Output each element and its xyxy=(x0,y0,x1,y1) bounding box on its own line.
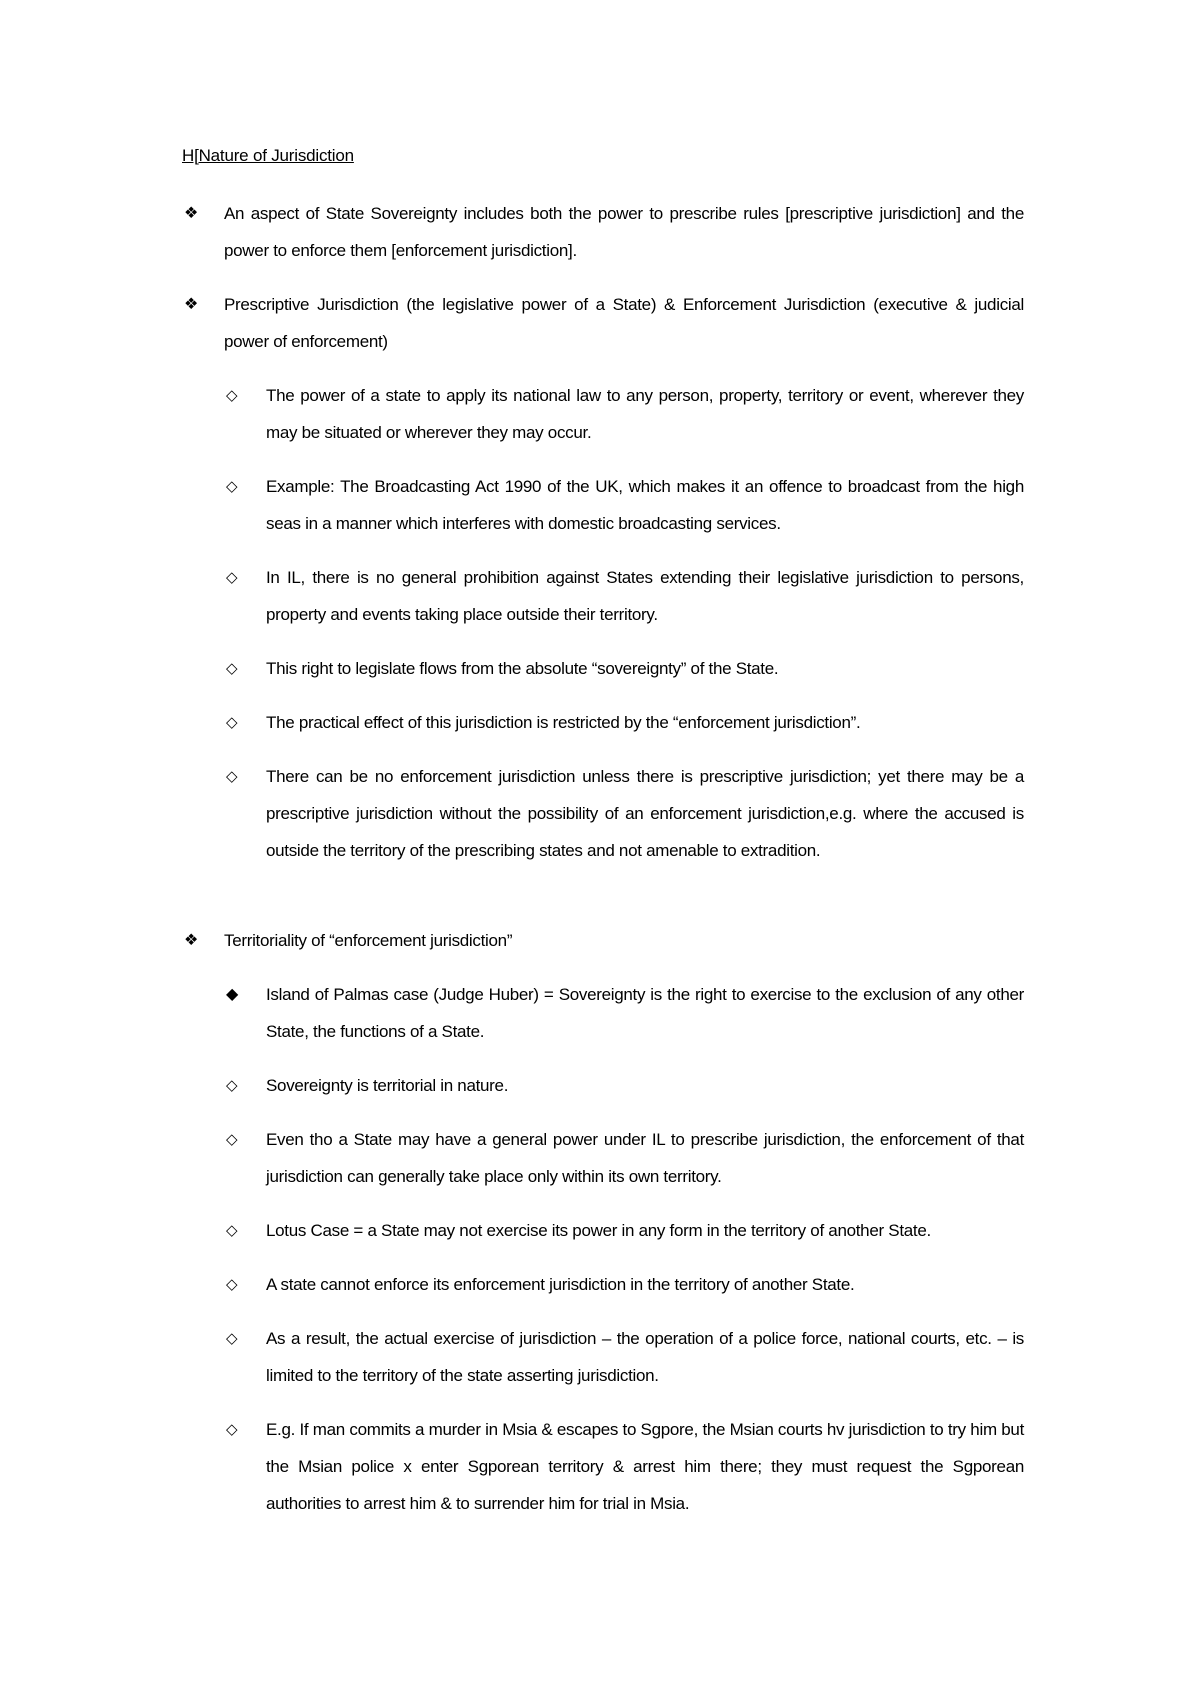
level2-bullet-icon: ◇ xyxy=(226,768,238,785)
list-item-level2: Even tho a State may have a general power under IL to prescribe jurisdiction, the enforcement of that jurisdiction can generally take place only within its own territory. xyxy=(266,1130,1024,1186)
level2-bullet-icon: ◇ xyxy=(226,569,238,586)
list-item-level2: Example: The Broadcasting Act 1990 of the UK, which makes it an offence to broadcast from the high seas in a manner which interferes with domestic broadcasting services. xyxy=(266,477,1024,533)
level2-solid-bullet-icon: ◆ xyxy=(226,986,239,1003)
list-item-level2: Sovereignty is territorial in nature. xyxy=(266,1076,509,1095)
list-item-level2: The power of a state to apply its national law to any person, property, territory or event, wherever they may be situated or wherever they may occur. xyxy=(266,386,1024,442)
level2-bullet-icon: ◇ xyxy=(226,1421,238,1438)
level1-bullet-icon: ❖ xyxy=(184,932,199,949)
list-item-level1: Territoriality of “enforcement jurisdiction” xyxy=(224,931,513,950)
list-item-level2: In IL, there is no general prohibition against States extending their legislative jurisdiction to persons, property and events taking place outside their territory. xyxy=(266,568,1024,624)
list-item-level2: Island of Palmas case (Judge Huber) = Sovereignty is the right to exercise to the exclusion of any other State, the functions of a State. xyxy=(266,985,1024,1041)
list-item-level2: A state cannot enforce its enforcement jurisdiction in the territory of another State. xyxy=(266,1275,855,1294)
list-item-level2: There can be no enforcement jurisdiction unless there is prescriptive jurisdiction; yet there may be a prescriptive jurisdiction without the possibility of an enforcement jurisdiction,e.g. where the accused is outside the territory of the prescribing states and not amenable to extradition. xyxy=(266,767,1024,860)
level2-bullet-icon: ◇ xyxy=(226,478,238,495)
level2-bullet-icon: ◇ xyxy=(226,660,238,677)
level2-bullet-icon: ◇ xyxy=(226,387,238,404)
list-item-level2: This right to legislate flows from the absolute “sovereignty” of the State. xyxy=(266,659,779,678)
level1-bullet-icon: ❖ xyxy=(184,205,199,222)
page-heading: H[Nature of Jurisdiction xyxy=(182,146,354,165)
list-item-level2: E.g. If man commits a murder in Msia & escapes to Sgpore, the Msian courts hv jurisdiction to try him but the Msian police x enter Sgporean territory & arrest him there; they must request the Sgporean authorities to arrest him & to surrender him for trial in Msia. xyxy=(266,1420,1024,1513)
level2-bullet-icon: ◇ xyxy=(226,1330,238,1347)
list-item-level2: Lotus Case = a State may not exercise its power in any form in the territory of another State. xyxy=(266,1221,931,1240)
level2-bullet-icon: ◇ xyxy=(226,714,238,731)
level2-bullet-icon: ◇ xyxy=(226,1222,238,1239)
level1-bullet-icon: ❖ xyxy=(184,296,199,313)
level2-bullet-icon: ◇ xyxy=(226,1131,238,1148)
list-item-level2: As a result, the actual exercise of jurisdiction – the operation of a police force, national courts, etc. – is limited to the territory of the state asserting jurisdiction. xyxy=(266,1329,1024,1385)
list-item-level1: An aspect of State Sovereignty includes both the power to prescribe rules [prescriptive jurisdiction] and the power to enforce them [enforcement jurisdiction]. xyxy=(224,204,1024,260)
list-item-level1: Prescriptive Jurisdiction (the legislative power of a State) & Enforcement Jurisdiction (executive & judicial power of enforcement) xyxy=(224,295,1024,351)
level2-bullet-icon: ◇ xyxy=(226,1077,238,1094)
level2-bullet-icon: ◇ xyxy=(226,1276,238,1293)
list-item-level2: The practical effect of this jurisdiction is restricted by the “enforcement jurisdiction”. xyxy=(266,713,861,732)
